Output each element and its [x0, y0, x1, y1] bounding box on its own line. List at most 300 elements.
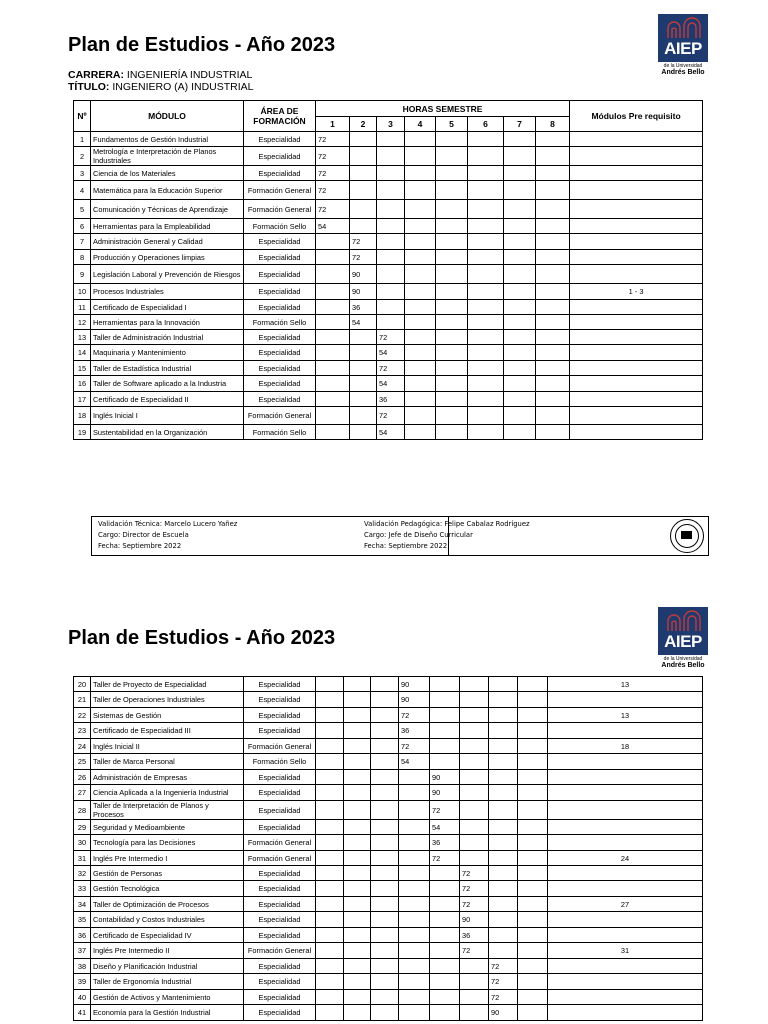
prereq-cell — [548, 770, 703, 785]
hours-cell-sem-3 — [371, 677, 399, 692]
logo-arcs-icon — [658, 607, 708, 631]
area-cell: Especialidad — [244, 330, 316, 345]
hours-cell-sem-5 — [430, 881, 460, 897]
row-number: 28 — [74, 801, 91, 820]
hours-cell-sem-8 — [536, 300, 570, 315]
area-cell: Especialidad — [244, 881, 316, 897]
hours-cell-sem-1 — [316, 754, 344, 770]
hours-cell-sem-7 — [504, 284, 536, 300]
area-cell: Especialidad — [244, 147, 316, 166]
hours-cell-sem-2 — [344, 974, 371, 990]
hours-cell-sem-6 — [468, 147, 504, 166]
hours-cell-sem-2 — [350, 219, 377, 234]
hours-cell-sem-6 — [460, 801, 489, 820]
hours-cell-sem-1 — [316, 770, 344, 785]
module-name: Certificado de Especialidad IV — [91, 928, 244, 943]
hours-cell-sem-8 — [518, 801, 548, 820]
row-number: 7 — [74, 234, 91, 250]
hours-cell-sem-8 — [536, 315, 570, 330]
row-number: 11 — [74, 300, 91, 315]
module-name: Taller de Administración Industrial — [91, 330, 244, 345]
hours-cell-sem-4 — [405, 219, 436, 234]
logo-line1: de la Universidad — [663, 63, 703, 69]
area-cell: Formación Sello — [244, 219, 316, 234]
page-title: Plan de Estudios - Año 2023 — [68, 34, 336, 56]
hours-cell-sem-6 — [460, 770, 489, 785]
hours-cell-sem-3 — [377, 234, 405, 250]
hours-cell-sem-1: 72 — [316, 181, 350, 200]
hours-cell-sem-3 — [371, 959, 399, 974]
area-cell: Especialidad — [244, 723, 316, 739]
module-name: Certificado de Especialidad III — [91, 723, 244, 739]
prereq-cell — [570, 132, 703, 147]
hours-cell-sem-1: 72 — [316, 166, 350, 181]
area-cell: Formación General — [244, 851, 316, 866]
hours-cell-sem-2 — [350, 200, 377, 219]
hours-cell-sem-5 — [430, 677, 460, 692]
prereq-cell — [570, 345, 703, 361]
hours-cell-sem-3 — [377, 200, 405, 219]
hours-cell-sem-2 — [350, 166, 377, 181]
hours-cell-sem-3 — [371, 820, 399, 835]
hours-cell-sem-8 — [518, 974, 548, 990]
hours-cell-sem-2 — [344, 770, 371, 785]
hours-cell-sem-5 — [436, 361, 468, 376]
area-cell: Especialidad — [244, 376, 316, 392]
prereq-cell: 13 — [548, 677, 703, 692]
table-row — [74, 708, 703, 723]
area-cell: Especialidad — [244, 801, 316, 820]
hours-cell-sem-1 — [316, 300, 350, 315]
prereq-cell: 31 — [548, 943, 703, 959]
titulo-label: TÍTULO: — [68, 81, 110, 93]
hours-cell-sem-4 — [405, 265, 436, 284]
table-row — [74, 330, 703, 345]
hours-cell-sem-5 — [430, 739, 460, 754]
hours-cell-sem-3 — [371, 708, 399, 723]
hours-cell-sem-3 — [377, 284, 405, 300]
hours-cell-sem-4 — [399, 770, 430, 785]
row-number: 16 — [74, 376, 91, 392]
hours-cell-sem-8 — [536, 132, 570, 147]
table-row — [74, 376, 703, 392]
hours-cell-sem-1 — [316, 866, 344, 881]
area-cell: Formación General — [244, 200, 316, 219]
hours-cell-sem-2 — [344, 785, 371, 801]
hours-cell-sem-3 — [371, 1005, 399, 1021]
hours-cell-sem-8 — [518, 881, 548, 897]
hours-cell-sem-1 — [316, 315, 350, 330]
hours-cell-sem-5 — [436, 376, 468, 392]
row-number: 41 — [74, 1005, 91, 1021]
hours-cell-sem-3: 72 — [377, 330, 405, 345]
row-number: 30 — [74, 835, 91, 851]
hours-cell-sem-7 — [489, 866, 518, 881]
module-name: Taller de Estadística Industrial — [91, 361, 244, 376]
table-row — [74, 132, 703, 147]
hours-cell-sem-7 — [489, 708, 518, 723]
hours-cell-sem-8 — [518, 692, 548, 708]
hours-cell-sem-5 — [436, 132, 468, 147]
module-name: Ciencia de los Materiales — [91, 166, 244, 181]
hours-cell-sem-1 — [316, 785, 344, 801]
hours-cell-sem-6 — [460, 851, 489, 866]
prereq-cell — [570, 315, 703, 330]
module-name: Administración General y Calidad — [91, 234, 244, 250]
area-cell: Formación General — [244, 739, 316, 754]
hours-cell-sem-1 — [316, 881, 344, 897]
hours-cell-sem-5 — [430, 912, 460, 928]
hours-cell-sem-7 — [504, 376, 536, 392]
hours-cell-sem-6: 72 — [460, 897, 489, 912]
prereq-cell — [570, 361, 703, 376]
hours-cell-sem-2 — [350, 345, 377, 361]
area-cell: Especialidad — [244, 912, 316, 928]
hours-cell-sem-4 — [405, 300, 436, 315]
hours-cell-sem-8 — [536, 166, 570, 181]
hours-cell-sem-6 — [460, 959, 489, 974]
hours-cell-sem-6 — [460, 692, 489, 708]
hours-cell-sem-4 — [399, 835, 430, 851]
prereq-cell — [570, 250, 703, 265]
hours-cell-sem-8 — [536, 407, 570, 425]
hours-cell-sem-3: 36 — [377, 392, 405, 407]
hours-cell-sem-4 — [399, 866, 430, 881]
titulo-value: INGENIERO (A) INDUSTRIAL — [109, 81, 254, 93]
hours-cell-sem-2 — [344, 959, 371, 974]
hours-cell-sem-3: 72 — [377, 407, 405, 425]
hours-cell-sem-1 — [316, 835, 344, 851]
hours-cell-sem-6 — [468, 407, 504, 425]
prereq-cell: 13 — [548, 708, 703, 723]
row-number: 24 — [74, 739, 91, 754]
prereq-cell: 27 — [548, 897, 703, 912]
module-name: Taller de Software aplicado a la Industria — [91, 376, 244, 392]
prereq-cell — [570, 300, 703, 315]
hours-cell-sem-8 — [536, 425, 570, 440]
row-number: 12 — [74, 315, 91, 330]
hours-cell-sem-7 — [504, 219, 536, 234]
hours-cell-sem-6 — [460, 723, 489, 739]
hours-cell-sem-2: 36 — [350, 300, 377, 315]
hours-cell-sem-5 — [436, 300, 468, 315]
row-number: 35 — [74, 912, 91, 928]
hours-cell-sem-7 — [489, 943, 518, 959]
area-cell: Formación General — [244, 181, 316, 200]
area-cell: Formación Sello — [244, 754, 316, 770]
area-cell: Especialidad — [244, 166, 316, 181]
validation-ped-role: Cargo: Jefe de Diseño Curricular — [364, 531, 473, 539]
hours-cell-sem-3: 54 — [377, 345, 405, 361]
module-name: Inglés Inicial II — [91, 739, 244, 754]
hours-cell-sem-2 — [344, 835, 371, 851]
hours-cell-sem-3 — [377, 219, 405, 234]
hours-cell-sem-2 — [350, 361, 377, 376]
hours-cell-sem-1 — [316, 974, 344, 990]
hours-cell-sem-3 — [377, 166, 405, 181]
hours-cell-sem-3 — [371, 881, 399, 897]
hours-cell-sem-5: 36 — [430, 835, 460, 851]
prereq-cell — [570, 425, 703, 440]
module-name: Contabilidad y Costos Industriales — [91, 912, 244, 928]
module-name: Certificado de Especialidad I — [91, 300, 244, 315]
module-name: Gestión de Personas — [91, 866, 244, 881]
area-cell: Especialidad — [244, 785, 316, 801]
hours-cell-sem-6: 72 — [460, 881, 489, 897]
hours-cell-sem-3 — [377, 181, 405, 200]
hours-cell-sem-4: 54 — [399, 754, 430, 770]
prereq-cell — [548, 785, 703, 801]
hours-cell-sem-8 — [518, 990, 548, 1005]
hours-cell-sem-1 — [316, 376, 350, 392]
area-cell: Especialidad — [244, 250, 316, 265]
prereq-cell — [570, 407, 703, 425]
hours-cell-sem-6 — [468, 132, 504, 147]
hours-cell-sem-2 — [350, 425, 377, 440]
hours-cell-sem-8 — [518, 959, 548, 974]
hours-cell-sem-3 — [371, 943, 399, 959]
hours-cell-sem-5 — [436, 315, 468, 330]
hours-cell-sem-5 — [436, 166, 468, 181]
hours-cell-sem-1 — [316, 361, 350, 376]
area-cell: Especialidad — [244, 866, 316, 881]
hours-cell-sem-3 — [377, 250, 405, 265]
prereq-cell — [548, 801, 703, 820]
header-horas: HORAS SEMESTRE — [316, 101, 570, 117]
hours-cell-sem-4 — [405, 315, 436, 330]
row-number: 27 — [74, 785, 91, 801]
hours-cell-sem-1 — [316, 250, 350, 265]
area-cell: Especialidad — [244, 265, 316, 284]
prereq-cell — [548, 959, 703, 974]
row-number: 1 — [74, 132, 91, 147]
hours-cell-sem-7 — [489, 881, 518, 897]
row-number: 15 — [74, 361, 91, 376]
area-cell: Especialidad — [244, 677, 316, 692]
hours-cell-sem-7 — [504, 300, 536, 315]
prereq-cell: 18 — [548, 739, 703, 754]
module-name: Taller de Ergonomía Industrial — [91, 974, 244, 990]
hours-cell-sem-4 — [399, 785, 430, 801]
prereq-cell — [570, 265, 703, 284]
hours-cell-sem-2 — [344, 820, 371, 835]
hours-cell-sem-8 — [518, 739, 548, 754]
module-name: Sustentabilidad en la Organización — [91, 425, 244, 440]
hours-cell-sem-8 — [518, 866, 548, 881]
hours-cell-sem-2 — [350, 330, 377, 345]
logo-arcs-icon — [658, 14, 708, 38]
header-sem-4: 4 — [405, 117, 436, 132]
table-row — [74, 881, 703, 897]
hours-cell-sem-6 — [468, 345, 504, 361]
hours-cell-sem-4: 72 — [399, 708, 430, 723]
row-number: 3 — [74, 166, 91, 181]
module-name: Administración de Empresas — [91, 770, 244, 785]
prereq-cell — [570, 376, 703, 392]
row-number: 29 — [74, 820, 91, 835]
hours-cell-sem-3 — [377, 147, 405, 166]
hours-cell-sem-5 — [436, 234, 468, 250]
hours-cell-sem-4 — [405, 376, 436, 392]
hours-cell-sem-8 — [518, 820, 548, 835]
hours-cell-sem-7 — [489, 770, 518, 785]
hours-cell-sem-5 — [430, 928, 460, 943]
hours-cell-sem-3 — [371, 785, 399, 801]
area-cell: Especialidad — [244, 959, 316, 974]
hours-cell-sem-1 — [316, 345, 350, 361]
validation-tec-date: Fecha: Septiembre 2022 — [98, 542, 182, 550]
hours-cell-sem-1: 72 — [316, 200, 350, 219]
header-sem-8: 8 — [536, 117, 570, 132]
hours-cell-sem-4 — [405, 181, 436, 200]
hours-cell-sem-4 — [399, 881, 430, 897]
hours-cell-sem-5 — [430, 974, 460, 990]
header-sem-7: 7 — [504, 117, 536, 132]
hours-cell-sem-7: 72 — [489, 974, 518, 990]
hours-cell-sem-8 — [518, 1005, 548, 1021]
hours-cell-sem-6 — [468, 166, 504, 181]
table-row — [74, 959, 703, 974]
hours-cell-sem-5 — [436, 284, 468, 300]
area-cell: Especialidad — [244, 1005, 316, 1021]
hours-cell-sem-1 — [316, 990, 344, 1005]
hours-cell-sem-4: 72 — [399, 739, 430, 754]
prereq-cell — [548, 990, 703, 1005]
hours-cell-sem-3 — [371, 739, 399, 754]
hours-cell-sem-6 — [468, 315, 504, 330]
row-number: 33 — [74, 881, 91, 897]
hours-cell-sem-6 — [468, 181, 504, 200]
table-row — [74, 219, 703, 234]
hours-cell-sem-2: 72 — [350, 250, 377, 265]
hours-cell-sem-8 — [536, 219, 570, 234]
hours-cell-sem-7 — [489, 754, 518, 770]
prereq-cell — [548, 692, 703, 708]
module-name: Taller de Marca Personal — [91, 754, 244, 770]
hours-cell-sem-6 — [468, 425, 504, 440]
hours-cell-sem-3 — [371, 692, 399, 708]
hours-cell-sem-1: 72 — [316, 147, 350, 166]
table-row — [74, 265, 703, 284]
hours-cell-sem-8 — [536, 265, 570, 284]
hours-cell-sem-5 — [430, 723, 460, 739]
table-row — [74, 943, 703, 959]
hours-cell-sem-3: 72 — [377, 361, 405, 376]
hours-cell-sem-5: 90 — [430, 770, 460, 785]
hours-cell-sem-1 — [316, 425, 350, 440]
hours-cell-sem-3 — [371, 770, 399, 785]
module-name: Ciencia Aplicada a la Ingeniería Industrial — [91, 785, 244, 801]
hours-cell-sem-1 — [316, 928, 344, 943]
hours-cell-sem-7 — [504, 392, 536, 407]
hours-cell-sem-3 — [371, 754, 399, 770]
hours-cell-sem-8 — [518, 754, 548, 770]
module-name: Herramientas para la Empleabilidad — [91, 219, 244, 234]
hours-cell-sem-2 — [350, 407, 377, 425]
hours-cell-sem-6 — [468, 265, 504, 284]
area-cell: Especialidad — [244, 708, 316, 723]
area-cell: Especialidad — [244, 897, 316, 912]
page-title-2: Plan de Estudios - Año 2023 — [68, 627, 336, 649]
hours-cell-sem-1 — [316, 820, 344, 835]
hours-cell-sem-7 — [504, 265, 536, 284]
prereq-cell — [570, 392, 703, 407]
hours-cell-sem-1: 72 — [316, 132, 350, 147]
hours-cell-sem-4 — [399, 851, 430, 866]
module-name: Economía para la Gestión Industrial — [91, 1005, 244, 1021]
hours-cell-sem-4 — [399, 974, 430, 990]
hours-cell-sem-1 — [316, 943, 344, 959]
aiep-seal-icon — [670, 519, 704, 553]
hours-cell-sem-8 — [536, 250, 570, 265]
table-row — [74, 166, 703, 181]
validation-tec-name: Validación Técnica: Marcelo Lucero Yañez — [98, 520, 238, 528]
row-number: 18 — [74, 407, 91, 425]
row-number: 25 — [74, 754, 91, 770]
logo-word: AIEP — [664, 39, 702, 58]
prereq-cell — [548, 881, 703, 897]
hours-cell-sem-2 — [344, 708, 371, 723]
row-number: 9 — [74, 265, 91, 284]
table-row — [74, 300, 703, 315]
hours-cell-sem-3 — [371, 866, 399, 881]
row-number: 14 — [74, 345, 91, 361]
area-cell: Especialidad — [244, 990, 316, 1005]
hours-cell-sem-7 — [504, 166, 536, 181]
hours-cell-sem-1 — [316, 392, 350, 407]
hours-cell-sem-5 — [436, 425, 468, 440]
hours-cell-sem-2 — [344, 912, 371, 928]
area-cell: Especialidad — [244, 928, 316, 943]
area-cell: Formación Sello — [244, 315, 316, 330]
hours-cell-sem-4 — [399, 928, 430, 943]
row-number: 20 — [74, 677, 91, 692]
module-name: Inglés Pre Intermedio I — [91, 851, 244, 866]
table-row — [74, 692, 703, 708]
hours-cell-sem-4: 90 — [399, 677, 430, 692]
hours-cell-sem-8 — [518, 912, 548, 928]
table-row — [74, 315, 703, 330]
hours-cell-sem-6 — [468, 200, 504, 219]
hours-cell-sem-2 — [344, 1005, 371, 1021]
hours-cell-sem-2 — [344, 801, 371, 820]
header-num: Nº — [74, 101, 91, 132]
table-row — [74, 345, 703, 361]
table-row — [74, 361, 703, 376]
area-cell: Especialidad — [244, 284, 316, 300]
hours-cell-sem-7 — [504, 425, 536, 440]
hours-cell-sem-8 — [518, 708, 548, 723]
row-number: 37 — [74, 943, 91, 959]
hours-cell-sem-4 — [399, 959, 430, 974]
hours-cell-sem-3 — [377, 315, 405, 330]
prereq-cell — [548, 1005, 703, 1021]
hours-cell-sem-7 — [504, 345, 536, 361]
hours-cell-sem-7 — [504, 330, 536, 345]
hours-cell-sem-6 — [468, 376, 504, 392]
hours-cell-sem-1 — [316, 708, 344, 723]
hours-cell-sem-5 — [430, 990, 460, 1005]
hours-cell-sem-8 — [536, 345, 570, 361]
table-row — [74, 770, 703, 785]
hours-cell-sem-7: 72 — [489, 990, 518, 1005]
module-name: Herramientas para la Innovación — [91, 315, 244, 330]
hours-cell-sem-8 — [536, 147, 570, 166]
hours-cell-sem-6 — [460, 754, 489, 770]
area-cell: Formación General — [244, 943, 316, 959]
row-number: 32 — [74, 866, 91, 881]
header-sem-6: 6 — [468, 117, 504, 132]
